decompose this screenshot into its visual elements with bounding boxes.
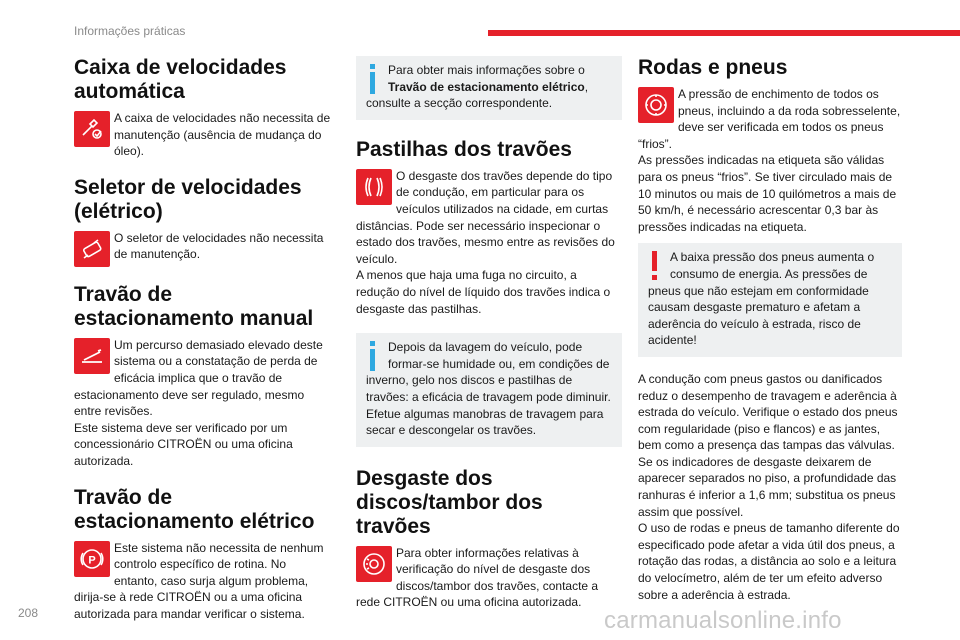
handbrake-lever-icon — [74, 338, 110, 374]
text-gear-selector: O seletor de velocidades não necessita de manutenção. — [114, 230, 324, 262]
heading-brake-pads: Pastilhas dos travões — [356, 137, 572, 161]
info-text-before: Para obter mais informações sobre o — [388, 63, 585, 77]
text-worn-2: Se os indicadores de desgaste deixarem de aparecer separados no piso, a profundidade das ranhuras é inferior a 1,6 mm; substitua os pneus assim que possível. — [638, 454, 897, 519]
section-automatic-gearbox — [74, 56, 332, 160]
text-brake-pads-2: A menos que haja uma fuga no circuito, a redução do nível de líquido dos travões indica o desgaste das pastilhas. — [356, 268, 611, 316]
header-accent-bar — [488, 30, 960, 36]
brake-disc-icon — [356, 546, 392, 582]
info-bold-link: Travão de estacionamento elétrico — [388, 79, 585, 94]
parking-brake-icon — [74, 541, 110, 577]
text-automatic-gearbox: A caixa de velocidades não necessita de manutenção (ausência de mudança do óleo). — [114, 111, 331, 159]
gearbox-service-icon — [74, 111, 110, 147]
text-electric-brake: Este sistema não necessita de nenhum controlo específico de rotina. No entanto, caso surja algum problema, dirija-se à rede CITROËN ou a uma oficina autorizada para mandar verificar o sistema. — [74, 540, 324, 621]
heading-electric-parking-brake: Travão de estacionamento elétrico — [74, 485, 315, 533]
column-middle — [356, 56, 622, 627]
text-tyres-1: A pressão de enchimento de todos os pneus, incluindo a da roda sobresselente, deve ser verificada em todos os pneus “frios”. — [638, 87, 901, 151]
text-manual-brake-1: Um percurso demasiado elevado deste sistema ou a constatação de perda de eficácia implica que o travão de estacionamento deve ser regulado, mesmo entre revisões. — [74, 337, 323, 419]
info-box-electric-brake — [356, 56, 622, 120]
section-electric-parking-brake — [74, 486, 332, 623]
column-left — [74, 56, 332, 639]
text-manual-brake-2: Este sistema deve ser verificado por um concessionário CITROËN ou uma oficina autorizada. — [74, 420, 293, 468]
info-washing-text: Depois da lavagem do veículo, pode formar-se humidade ou, em condições de inverno, gelo nos discos e pastilhas de travões: a eficácia de travagem pode diminuir. Efetue algumas manobras de travagem para secar e descongelar os travões. — [366, 340, 611, 438]
page-number: 208 — [18, 606, 39, 620]
info-icon — [366, 341, 380, 371]
brake-pads-icon — [356, 169, 392, 205]
section-brake-discs — [356, 467, 622, 611]
text-brake-discs: Para obter informações relativas à verificação do nível de desgaste dos discos/tambor dos travões, contacte a rede CITROËN ou uma oficina autorizada. — [356, 545, 599, 610]
heading-automatic-gearbox: Caixa de velocidades automática — [74, 56, 287, 103]
heading-brake-discs: Desgaste dos discos/tambor dos travões — [356, 466, 543, 538]
heading-wheels-tyres: Rodas e pneus — [638, 56, 788, 79]
gear-selector-icon — [74, 231, 110, 267]
text-brake-pads-1: O desgaste dos travões depende do tipo de condução, em particular para os veículos utilizados na cidade, em curtas distâncias. Pode ser necessário inspecionar o estado dos travões, mesmo entre as revisões do veículo. — [356, 168, 615, 266]
text-worn-3: O uso de rodas e pneus de tamanho diferente do especificado pode afetar a vida útil dos pneus, a rotação das rodas, a distância ao solo e a leitura do velocímetro, além de ter um efeito adverso sobre a aderência à estrada. — [638, 521, 900, 602]
section-manual-parking-brake — [74, 283, 332, 470]
text-worn-1: A condução com pneus gastos ou danificados reduz o desempenho de travagem e aderência à estrada do veículo. Verifique o estado dos pneus com regularidade (piso e flancos) e as jantes, bem como a presença das tampas das válvulas. — [638, 371, 898, 453]
section-wheels-tyres — [638, 56, 902, 235]
tyre-icon — [638, 87, 674, 123]
svg-text:P: P — [88, 554, 96, 567]
warning-icon — [648, 251, 662, 281]
info-box-washing — [356, 333, 622, 447]
section-tyre-condition — [638, 371, 902, 603]
section-gear-selector — [74, 176, 332, 267]
running-header: Informações práticas — [74, 24, 186, 38]
watermark: carmanualsonline.info — [604, 607, 842, 634]
heading-gear-selector: Seletor de velocidades (elétrico) — [74, 175, 302, 223]
warning-box-tyre-pressure — [638, 243, 902, 357]
section-brake-pads — [356, 138, 622, 317]
heading-manual-parking-brake: Travão de estacionamento manual — [74, 282, 314, 330]
info-text-after: , consulte a secção correspondente. — [366, 79, 589, 111]
info-icon — [366, 64, 380, 94]
warning-text: A baixa pressão dos pneus aumenta o consumo de energia. As pressões de pneus que não estejam em conformidade causam desgaste prematuro e afetam a aderência do veículo à estrada, risco de acidente! — [648, 250, 875, 348]
column-right — [638, 56, 902, 603]
text-tyres-2: As pressões indicadas na etiqueta são válidas para os pneus “frios”. Se tiver circulado mais de 10 minutos ou mais de 10 quilómetros a mais de 50 km/h, é necessário acrescentar 0,3 bar às pressões indicadas na etiqueta. — [638, 153, 897, 234]
